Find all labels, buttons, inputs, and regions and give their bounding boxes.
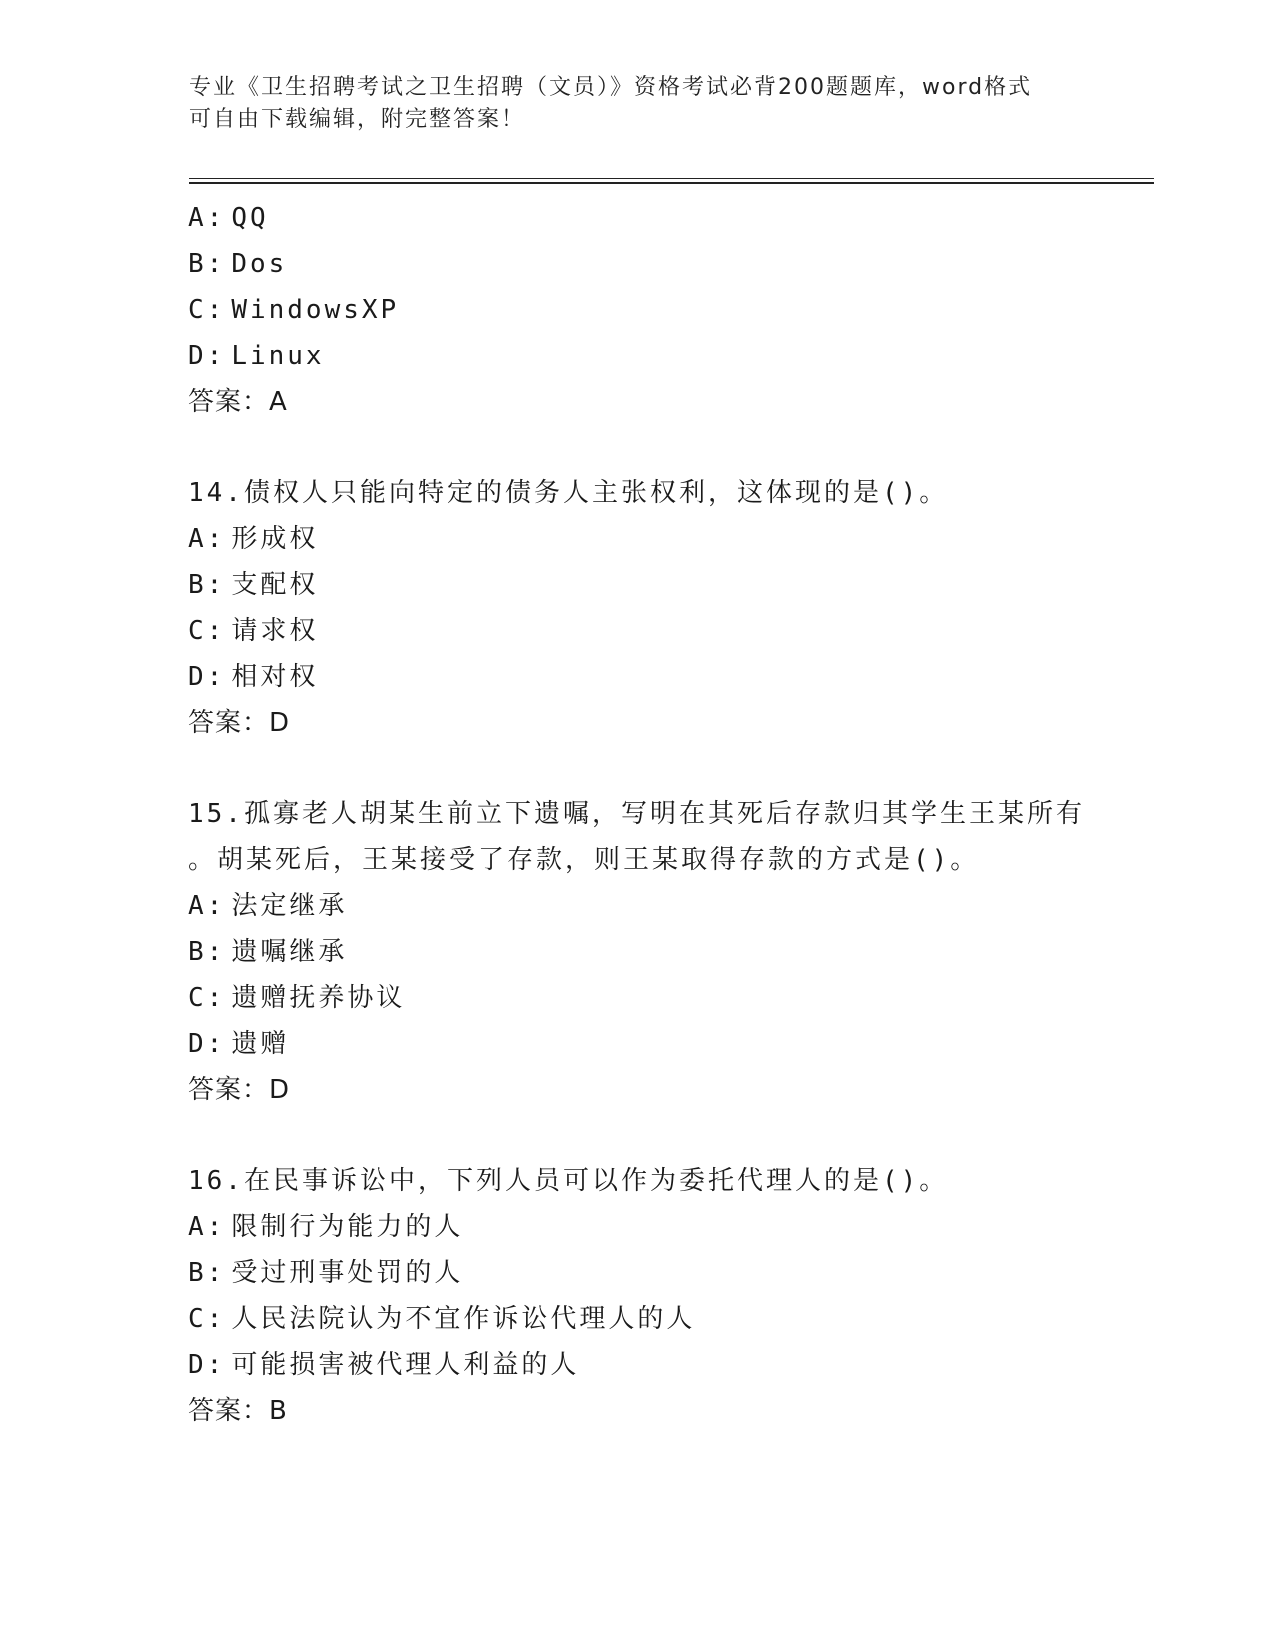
option-text: Linux xyxy=(231,341,325,371)
option-text: QQ xyxy=(231,203,269,233)
option-c xyxy=(188,975,1148,1021)
header-line-2: 可自由下载编辑，附完整答案！ xyxy=(189,107,526,132)
option-text: 人民法院认为不宜作诉讼代理人的人 xyxy=(231,1304,696,1334)
option-key: C: xyxy=(188,295,226,325)
question-stem: 16.在民事诉讼中，下列人员可以作为委托代理人的是()。 xyxy=(188,1166,949,1196)
option-key: A: xyxy=(188,1212,226,1242)
option-text: 遗赠抚养协议 xyxy=(231,983,406,1013)
question-stem-line-2: 。胡某死后，王某接受了存款，则王某取得存款的方式是()。 xyxy=(188,845,980,875)
option-text: Dos xyxy=(231,249,288,279)
option-key: B: xyxy=(188,1258,226,1288)
option-c xyxy=(188,1296,1148,1342)
option-d xyxy=(188,1021,1148,1067)
option-c xyxy=(188,287,1148,333)
option-b xyxy=(188,929,1148,975)
option-text: 可能损害被代理人利益的人 xyxy=(231,1350,580,1380)
option-key: B: xyxy=(188,249,226,279)
option-key: C: xyxy=(188,1304,226,1334)
option-key: B: xyxy=(188,570,226,600)
option-text: WindowsXP xyxy=(231,295,400,325)
question-stem: 14.债权人只能向特定的债务人主张权利，这体现的是()。 xyxy=(188,478,949,508)
option-key: C: xyxy=(188,616,226,646)
option-key: D: xyxy=(188,1029,226,1059)
option-text: 相对权 xyxy=(231,662,319,692)
header-line-1: 专业《卫生招聘考试之卫生招聘（文员）》资格考试必背200题题库，word格式 xyxy=(189,75,1033,100)
option-key: D: xyxy=(188,662,226,692)
option-key: A: xyxy=(188,891,226,921)
answer-line: 答案：B xyxy=(188,1396,288,1426)
document-header xyxy=(189,72,1089,136)
spacer xyxy=(188,746,1148,791)
option-text: 形成权 xyxy=(231,524,319,554)
option-text: 请求权 xyxy=(231,616,319,646)
option-d xyxy=(188,333,1148,379)
option-d xyxy=(188,654,1148,700)
option-text: 限制行为能力的人 xyxy=(231,1212,464,1242)
header-divider-thin xyxy=(189,178,1154,179)
option-b xyxy=(188,562,1148,608)
option-text: 遗赠 xyxy=(231,1029,290,1059)
option-key: C: xyxy=(188,983,226,1013)
option-key: A: xyxy=(188,203,226,233)
header-divider-thick xyxy=(189,182,1154,184)
option-key: A: xyxy=(188,524,226,554)
option-key: D: xyxy=(188,1350,226,1380)
question-14 xyxy=(188,470,1148,746)
question-stem-line-1: 15.孤寡老人胡某生前立下遗嘱，写明在其死后存款归其学生王某所有 xyxy=(188,799,1085,829)
option-b xyxy=(188,1250,1148,1296)
question-13 xyxy=(188,195,1148,425)
option-key: B: xyxy=(188,937,226,967)
option-text: 遗嘱继承 xyxy=(231,937,348,967)
option-b xyxy=(188,241,1148,287)
answer-line: 答案：D xyxy=(188,1075,291,1105)
option-key: D: xyxy=(188,341,226,371)
option-d xyxy=(188,1342,1148,1388)
option-text: 法定继承 xyxy=(231,891,348,921)
question-15 xyxy=(188,791,1148,1113)
option-a xyxy=(188,195,1148,241)
option-text: 受过刑事处罚的人 xyxy=(231,1258,464,1288)
option-c xyxy=(188,608,1148,654)
option-text: 支配权 xyxy=(231,570,319,600)
option-a xyxy=(188,516,1148,562)
option-a xyxy=(188,883,1148,929)
answer-line: 答案：A xyxy=(188,387,288,417)
answer-line: 答案：D xyxy=(188,708,291,738)
spacer xyxy=(188,425,1148,470)
question-16 xyxy=(188,1158,1148,1434)
question-list xyxy=(188,195,1148,1434)
option-a xyxy=(188,1204,1148,1250)
spacer xyxy=(188,1113,1148,1158)
